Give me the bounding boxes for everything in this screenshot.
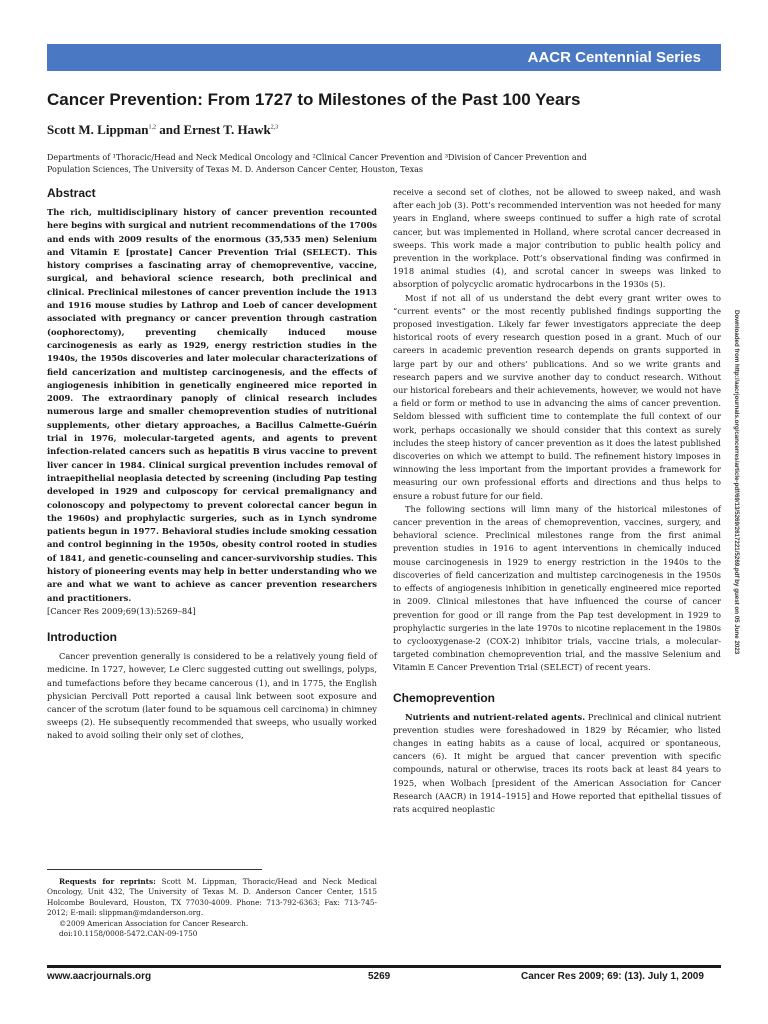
abstract-body (47, 206, 377, 618)
body-paragraph: Most if not all of us understand the debt every grant writer owes to “current events” or the most recently published findings supporting the proposed investigation. Likely far fewer investigators appreciate the deep historical roots of every research question posed in a grant. Much of our careers in academic prevention research depends on grants supported in large part by our and others’ publications. And so we write grants and research papers and we survive another day to conduct research. Without our historical forebears and their achievements, however, we would not have a field or form or method to use in advancing the aims of cancer prevention. Seldom blessed with sufficient time to contemplate the full context of our work, perhaps occasionally we should consider that this context as surely includes the steep history of cancer prevention as it does the latest published discoveries on which we attempt to build. The refinement history imposes in winnowing the less important from the important provides a framework for measuring our own professional efforts and directions and thus helps to ensure a robust future for our field. (393, 292, 721, 501)
left-column (47, 186, 377, 743)
chemoprevention-text: Preclinical and clinical nutrient prevention studies were foreshadowed in 1829 by Récamier, who listed changes in eating habits as a cause of local, acquired or spontaneous, cancers (6). It might be argued that cancer prevention with specific compounds, natural or otherwise, traces its roots back at least 84 years to 1925, when Wolbach [president of the American Association for Cancer Research (AACR) in 1914–1915] and Howe reported that epithelial tissues of rats acquired neoplastic (393, 711, 722, 814)
reprint-request (47, 877, 377, 919)
footer-divider (47, 965, 721, 968)
journal-citation: Cancer Res 2009; 69: (13). July 1, 2009 (521, 971, 704, 982)
reprint-label: Requests for reprints: (59, 877, 156, 886)
reprint-text: Scott M. Lippman, Thoracic/Head and Neck Medical Oncology, Unit 432, The University of Texas M. D. Anderson Cancer Center, 1515 Holcombe Boulevard, Houston, TX 77030-4009. Phone: 713-792-6363; Fax: 713-745-2012; E-mail: slippman@mdanderson.org. (47, 877, 377, 918)
doi-line[interactable]: doi:10.1158/0008-5472.CAN-09-1750 (59, 929, 198, 939)
body-paragraph: The following sections will limn many of the historical milestones of cancer prevention in the areas of chemoprevention, vaccines, surgery, and behavioral science. Preclinical milestones range from the first animal prevention studies in 1916 to agent interventions in chemically induced mouse carcinogenesis in 1929 to energy restriction in the 1940s to the discoveries of field cancerization and multistep carcinogenesis in the 1950s to effects of angiogenesis inhibition in genetically engineered mice reported in 2009. Clinical milestones that have influenced the course of cancer prevention for good or ill range from the Pap test development in 1929 to prophylactic surgeries in the late 1970s to nicotine replacement in the 1980s to cyclooxygenase-2 (COX-2) inhibitor trials, vaccine trials, a molecular-targeted combination chemoprevention trial, and the massive Selenium and Vitamin E Cancer Prevention Trial (SELECT) of recent years. (393, 503, 721, 673)
journal-website-link[interactable]: www.aacrjournals.org (47, 971, 152, 982)
copyright-line: ©2009 American Association for Cancer Research. (59, 918, 249, 928)
affiliations: Departments of ¹Thoracic/Head and Neck Medical Oncology and ²Clinical Cancer Prevention and ³Division of Cancer Prevention and Population Sciences, The University of Texas M. D. Anderson Cancer Center, Houston, Texas (47, 153, 587, 174)
author-line (47, 122, 278, 138)
chemoprevention-heading: Chemoprevention (393, 690, 496, 705)
author-affiliation-marker: 2,3 (270, 124, 279, 131)
author-name: Scott M. Lippman (47, 122, 149, 137)
author-name: Ernest T. Hawk (183, 122, 271, 137)
page-number: 5269 (368, 971, 391, 982)
introduction-paragraph: Cancer prevention generally is considered to be a relatively young field of medicine. In 1727, however, Le Clerc suggested cutting out swellings, polyps, and tumefactions before they became cancerous (1), and in 1775, the English physician Percivall Pott reported a causal link between soot exposure and cancer of the scrotum (later found to be squamous cell carcinoma) in chimney sweeps (2). He subsequently recommended that sweeps, who usually worked naked to avoid soiling their only set of clothes, (47, 651, 377, 741)
chemoprevention-paragraph (393, 711, 721, 817)
abstract-heading: Abstract (47, 186, 96, 200)
abstract-citation: [Cancer Res 2009;69(13):5269–84] (47, 605, 196, 616)
right-column (393, 186, 721, 816)
series-banner: AACR Centennial Series (47, 44, 721, 71)
footnote (47, 877, 377, 939)
article-title: Cancer Prevention: From 1727 to Milestones of the Past 100 Years (47, 90, 581, 109)
run-in-heading: Nutrients and nutrient-related agents. (405, 711, 586, 722)
abstract-text: The rich, multidisciplinary history of cancer prevention recounted here begins with surgical and nutrient recommendations of the 1700s and ends with 2009 results of the enormous (35,535 men) Selenium and Vitamin E [prostate] Cancer Prevention Trial (SELECT). This history comprises a fascinating array of chemopreventive, vaccine, surgical, and behavioral science research, both preclinical and clinical. Preclinical milestones of cancer prevention include the 1913 and 1916 mouse studies by Lathrop and Loeb of cancer development associated with pregnancy or cancer prevention through castration (oophorectomy), preventing chemically induced mouse carcinogenesis as early as 1929, energy restriction studies in the 1940s, the 1950s discoveries and later molecular characterizations of field cancerization and multistep carcinogenesis, and the effects of angiogenesis inhibition in genetically engineered mice reported in 2009. The extraordinary panoply of clinical research includes numerous large and smaller chemoprevention studies of nutritional supplements, other dietary approaches, a Bacillus Calmette-Guérin trial in 1976, molecular-targeted agents, and agents to prevent infection-related cancers such as hepatitis B virus vaccine to prevent liver cancer in 1984. Clinical surgical prevention includes removal of intraepithelial neoplasia detected by screening (including Pap testing developed in 1929 and culposcopy for cervical premalignancy and colonoscopy and polypectomy to prevent colorectal cancer begun in the 1960s) and prophylactic surgeries, such as in Lynch syndrome patients begun in 1977. Behavioral studies include smoking cessation and control beginning in the 1950s, obesity control rooted in studies of 1841, and genetic-counseling and cancer-survivorship studies. This history of pioneering events may help in better understanding who we are and what we want to achieve as cancer prevention researchers and practitioners. (47, 207, 377, 603)
introduction-heading: Introduction (47, 630, 117, 645)
download-watermark: Downloaded from http://aacrjournals.org/cancerres/article-pdf/69/13/5269/2617221/5269.pdf by guest on 05 June 2023 (733, 310, 740, 655)
body-paragraph: receive a second set of clothes, not be allowed to sweep naked, and wash after each job (3). Pott’s recommended intervention was not heeded for many years in England, where sweeps continued to suffer a high rate of scrotal cancer, but was implemented in Holland, where scrotal cancer decreased in sweeps. This work made a major contribution to public health policy and prevention in the workplace. Pott’s observational finding was confirmed in 1918 animal studies (4), and scrotal cancer in sweeps was linked to absorption of polycyclic aromatic hydrocarbons in the 1930s (5). (393, 187, 721, 290)
author-affiliation-marker: 1,2 (148, 124, 156, 131)
footnote-divider (47, 869, 262, 870)
author-connector: and (155, 122, 184, 137)
